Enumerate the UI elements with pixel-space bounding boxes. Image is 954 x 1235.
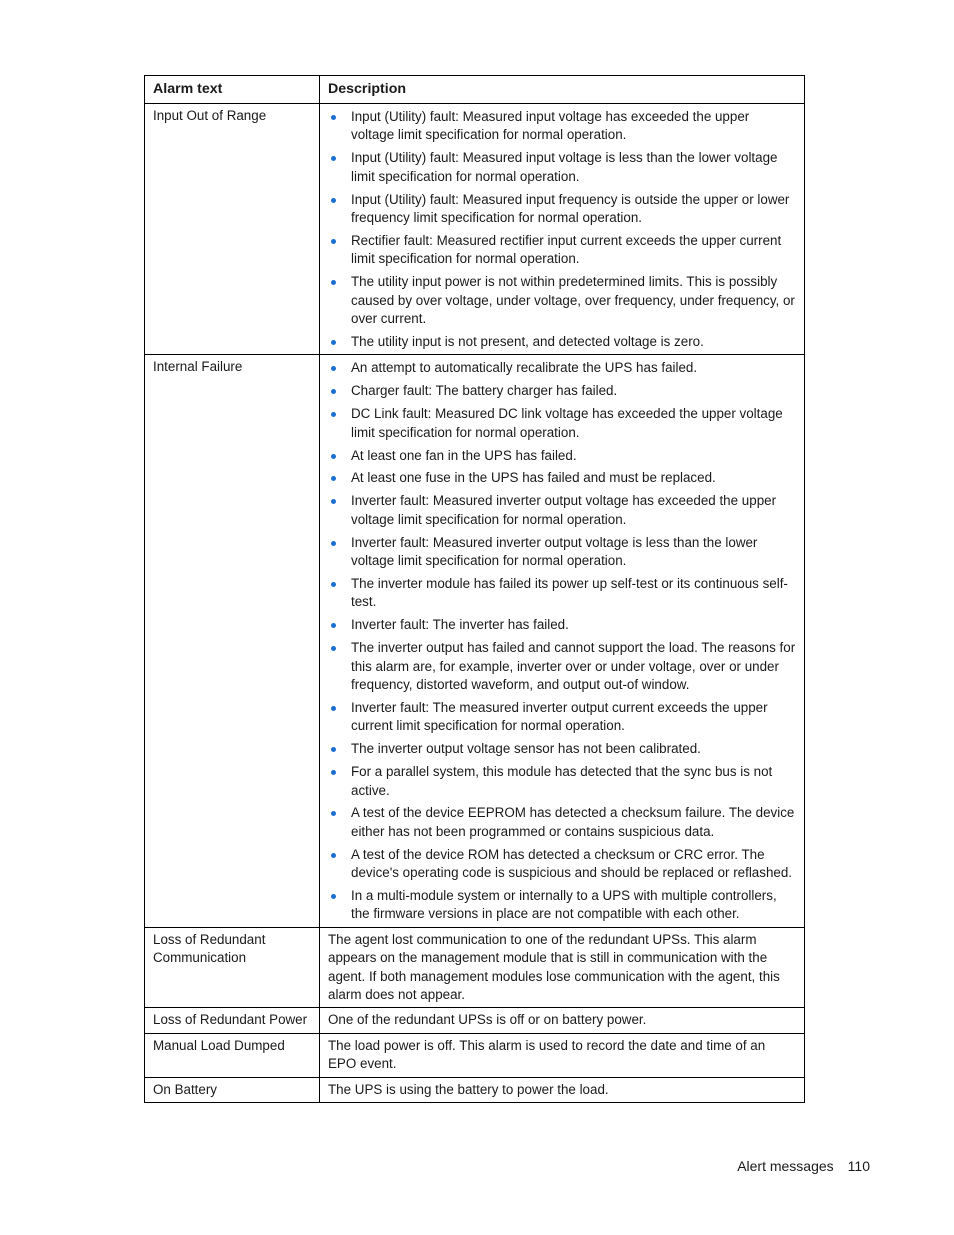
bullet-dot-icon bbox=[331, 412, 336, 417]
bullet-dot-icon bbox=[331, 454, 336, 459]
description-bullet-item bbox=[351, 740, 796, 758]
alarm-text-cell: On Battery bbox=[145, 1077, 320, 1102]
bullet-text: A test of the device EEPROM has detected a checksum failure. The device either has not been programmed or contains suspicious data. bbox=[351, 805, 795, 839]
bullet-text: The inverter output has failed and cannot support the load. The reasons for this alarm are, for example, inverter over or under voltage, over or under frequency, distorted waveform, and output out-of window. bbox=[351, 640, 796, 692]
alarm-table bbox=[144, 75, 805, 1103]
description-bullet-item bbox=[351, 469, 796, 487]
bullet-text: Rectifier fault: Measured rectifier input current exceeds the upper current limit specification for normal operation. bbox=[351, 232, 782, 267]
description-bullet-list bbox=[328, 108, 796, 351]
bullet-text: The utility input is not present, and detected voltage is zero. bbox=[351, 333, 704, 349]
bullet-dot-icon bbox=[331, 853, 336, 858]
description-cell: One of the redundant UPSs is off or on battery power. bbox=[320, 1008, 805, 1033]
description-bullet-item bbox=[351, 149, 796, 186]
description-cell bbox=[320, 355, 805, 927]
description-bullet-item bbox=[351, 108, 796, 145]
bullet-dot-icon bbox=[331, 747, 336, 752]
bullet-dot-icon bbox=[331, 239, 336, 244]
table-row bbox=[145, 355, 805, 927]
bullet-text: A test of the device ROM has detected a checksum or CRC error. The device's operating code is suspicious and should be replaced or reflashed. bbox=[351, 846, 793, 881]
description-bullet-item bbox=[351, 191, 796, 228]
table-row bbox=[145, 927, 805, 1008]
alarm-text-cell: Loss of Redundant Power bbox=[145, 1008, 320, 1033]
description-bullet-list bbox=[328, 359, 796, 923]
description-bullet-item bbox=[351, 333, 796, 351]
header-alarm-text: Alarm text bbox=[145, 76, 320, 104]
bullet-dot-icon bbox=[331, 280, 336, 285]
description-bullet-item bbox=[351, 763, 796, 800]
footer-section-title: Alert messages bbox=[737, 1158, 834, 1174]
bullet-dot-icon bbox=[331, 582, 336, 587]
bullet-text: At least one fuse in the UPS has failed and must be replaced. bbox=[351, 470, 716, 486]
bullet-dot-icon bbox=[331, 198, 336, 203]
description-cell bbox=[320, 104, 805, 355]
bullet-dot-icon bbox=[331, 894, 336, 899]
bullet-dot-icon bbox=[331, 770, 336, 775]
description-bullet-item bbox=[351, 534, 796, 571]
bullet-text: Inverter fault: The inverter has failed. bbox=[351, 617, 569, 633]
bullet-text: The utility input power is not within predetermined limits. This is possibly caused by over voltage, under voltage, over frequency, under frequency, or over current. bbox=[351, 274, 795, 327]
bullet-text: Input (Utility) fault: Measured input voltage is less than the lower voltage limit specification for normal operation. bbox=[351, 150, 778, 184]
bullet-text: In a multi-module system or internally to a UPS with multiple controllers, the firmware versions in place are not compatible with each other. bbox=[351, 888, 777, 922]
page-number: 110 bbox=[847, 1158, 870, 1174]
description-bullet-item bbox=[351, 273, 796, 328]
bullet-text: Input (Utility) fault: Measured input voltage has exceeded the upper voltage limit specification for normal operation. bbox=[351, 109, 750, 143]
bullet-text: Inverter fault: Measured inverter output voltage is less than the lower voltage limit specification for normal operation. bbox=[351, 534, 758, 569]
bullet-dot-icon bbox=[331, 340, 336, 345]
bullet-text: Charger fault: The battery charger has failed. bbox=[351, 383, 618, 399]
description-cell: The agent lost communication to one of the redundant UPSs. This alarm appears on the management module that is still in communication with the agent. If both management modules lose communication with the agent, this alarm does not appear. bbox=[320, 927, 805, 1008]
description-bullet-item bbox=[351, 447, 796, 465]
description-bullet-item bbox=[351, 699, 796, 736]
bullet-dot-icon bbox=[331, 646, 336, 651]
alarm-text-cell: Loss of Redundant Communication bbox=[145, 927, 320, 1008]
bullet-text: The inverter module has failed its power up self-test or its continuous self-test. bbox=[351, 575, 788, 610]
table-row bbox=[145, 1077, 805, 1102]
bullet-dot-icon bbox=[331, 156, 336, 161]
bullet-dot-icon bbox=[331, 115, 336, 120]
bullet-text: Inverter fault: Measured inverter output voltage has exceeded the upper voltage limit specification for normal operation. bbox=[351, 493, 777, 527]
page-footer bbox=[737, 1158, 870, 1174]
bullet-text: The inverter output voltage sensor has not been calibrated. bbox=[351, 741, 701, 757]
description-bullet-item bbox=[351, 575, 796, 612]
description-bullet-item bbox=[351, 492, 796, 529]
description-bullet-item bbox=[351, 846, 796, 883]
description-bullet-item bbox=[351, 232, 796, 269]
description-bullet-item bbox=[351, 359, 796, 377]
table-row bbox=[145, 1033, 805, 1077]
bullet-text: For a parallel system, this module has detected that the sync bus is not active. bbox=[351, 764, 773, 798]
bullet-text: Input (Utility) fault: Measured input frequency is outside the upper or lower frequency limit specification for normal operation. bbox=[351, 191, 790, 226]
bullet-dot-icon bbox=[331, 366, 336, 371]
alarm-text-cell: Manual Load Dumped bbox=[145, 1033, 320, 1077]
bullet-dot-icon bbox=[331, 389, 336, 394]
description-bullet-item bbox=[351, 639, 796, 694]
bullet-text: DC Link fault: Measured DC link voltage has exceeded the upper voltage limit specification for normal operation. bbox=[351, 406, 783, 440]
alarm-text-cell: Internal Failure bbox=[145, 355, 320, 927]
description-bullet-item bbox=[351, 887, 796, 924]
table-row bbox=[145, 1008, 805, 1033]
description-bullet-item bbox=[351, 804, 796, 841]
description-bullet-item bbox=[351, 616, 796, 634]
bullet-dot-icon bbox=[331, 541, 336, 546]
table-body bbox=[145, 104, 805, 1103]
description-cell: The load power is off. This alarm is used to record the date and time of an EPO event. bbox=[320, 1033, 805, 1077]
alarm-text-cell: Input Out of Range bbox=[145, 104, 320, 355]
bullet-dot-icon bbox=[331, 476, 336, 481]
bullet-text: At least one fan in the UPS has failed. bbox=[351, 447, 577, 463]
bullet-text: An attempt to automatically recalibrate the UPS has failed. bbox=[351, 360, 698, 376]
header-description: Description bbox=[320, 76, 805, 104]
description-bullet-item bbox=[351, 382, 796, 400]
bullet-dot-icon bbox=[331, 499, 336, 504]
table-row bbox=[145, 104, 805, 355]
description-cell: The UPS is using the battery to power the load. bbox=[320, 1077, 805, 1102]
bullet-dot-icon bbox=[331, 706, 336, 711]
table-header-row bbox=[145, 76, 805, 104]
bullet-text: Inverter fault: The measured inverter output current exceeds the upper current limit specification for normal operation. bbox=[351, 699, 768, 734]
description-bullet-item bbox=[351, 405, 796, 442]
bullet-dot-icon bbox=[331, 623, 336, 628]
bullet-dot-icon bbox=[331, 811, 336, 816]
